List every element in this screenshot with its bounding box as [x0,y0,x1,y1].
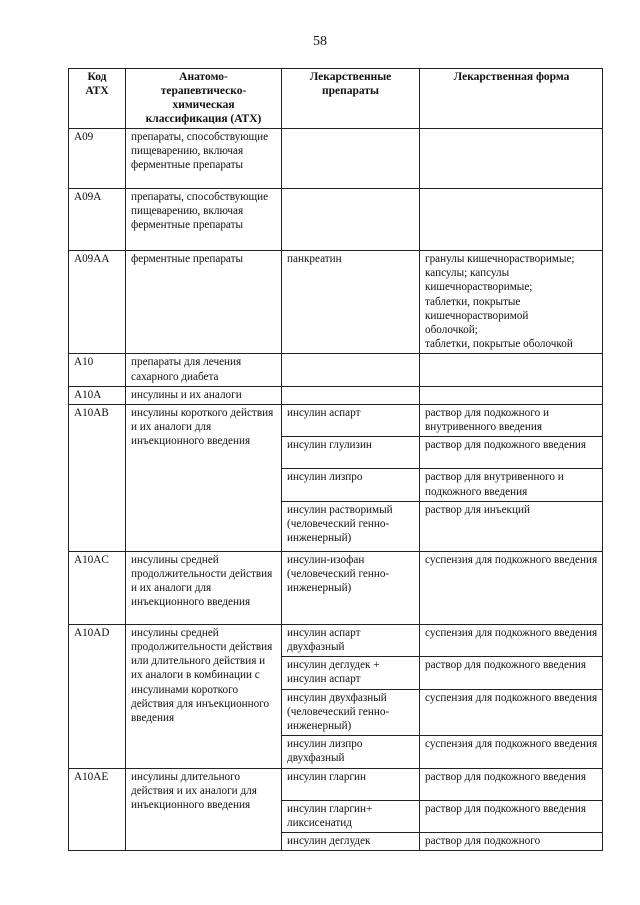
atx-code: A10AC [69,551,126,624]
drug-name: инсулин-изофан (человеческий генно-инженерный) [282,551,420,624]
atx-classification: препараты для лечения сахарного диабета [126,354,282,386]
drug-name: инсулин аспарт [282,405,420,437]
form-line: таблетки, покрытые [425,295,521,308]
drug-name: инсулин двухфазный (человеческий генно-инженерный) [282,689,420,736]
dosage-form: раствор для подкожного введения [420,768,603,800]
dosage-form: суспензия для подкожного введения [420,624,603,656]
header-row [69,69,603,129]
drug-name: инсулин гларгин [282,768,420,800]
atx-code: A10A [69,386,126,404]
table-row [69,768,603,800]
header-code: Код АТХ [69,69,126,129]
atx-code: A10 [69,354,126,386]
drug-name: инсулин деглудек [282,833,420,851]
table-row [69,405,603,437]
dosage-form: раствор для подкожного введения [420,437,603,469]
drug-name [282,189,420,251]
dosage-form [420,129,603,189]
form-line: гранулы кишечнорастворимые; [425,253,575,265]
form-line: капсулы; капсулы [425,267,510,280]
drug-name: инсулин лизпро [282,469,420,501]
drug-name [282,129,420,189]
atx-classification: инсулины короткого действия и их аналоги для инъекционного введения [126,405,282,552]
atx-classification: инсулины средней продолжительности действия и их аналоги для инъекционного введения [126,551,282,624]
drug-name: инсулин глулизин [282,437,420,469]
table-row [69,551,603,624]
form-line: оболочкой; [425,324,478,337]
dosage-form [420,354,603,386]
drug-name: панкреатин [282,251,420,354]
atx-code: A10AB [69,405,126,552]
drug-name: инсулин гларгин+ ликсисенатид [282,800,420,832]
form-line: кишечнорастворимой [425,309,529,322]
atx-table [68,68,603,851]
form-line: таблетки, покрытые оболочкой [425,338,573,351]
atx-code: A10AD [69,624,126,768]
dosage-form: суспензия для подкожного введения [420,736,603,768]
dosage-form: суспензия для подкожного введения [420,689,603,736]
atx-code: A09AA [69,251,126,354]
drug-name: инсулин деглудек + инсулин аспарт [282,657,420,689]
table-row [69,386,603,404]
atx-classification: инсулины длительного действия и их аналоги для инъекционного введения [126,768,282,851]
atx-code: A10AE [69,768,126,851]
dosage-form: раствор для инъекций [420,501,603,551]
drug-name: инсулин лизпро двухфазный [282,736,420,768]
drug-name [282,354,420,386]
drug-name [282,386,420,404]
atx-classification: инсулины средней продолжительности действия или длительного действия и их аналоги в комбинации с инсулинами короткого действия для инъекционного введения [126,624,282,768]
dosage-form: раствор для подкожного и внутривенного введения [420,405,603,437]
table-row [69,251,603,354]
dosage-form: раствор для подкожного введения [420,657,603,689]
drug-name: инсулин растворимый (человеческий генно-инженерный) [282,501,420,551]
atx-code: A09 [69,129,126,189]
dosage-form: раствор для подкожного введения [420,800,603,832]
table-row [69,189,603,251]
dosage-form: раствор для подкожного [420,833,603,851]
atx-classification: инсулины и их аналоги [126,386,282,404]
atx-code: A09A [69,189,126,251]
form-line: кишечнорастворимые; [425,281,533,294]
header-classification: Анатомо-терапевтическо-химическая классификация (АТХ) [126,69,282,129]
atx-classification: препараты, способствующие пищеварению, включая ферментные препараты [126,129,282,189]
dosage-form: суспензия для подкожного введения [420,551,603,624]
dosage-form [420,386,603,404]
page-number: 58 [313,34,327,49]
dosage-form [420,189,603,251]
table-row [69,129,603,189]
table-row [69,354,603,386]
dosage-form: раствор для внутривенного и подкожного введения [420,469,603,501]
drug-name: инсулин аспарт двухфазный [282,624,420,656]
atx-classification: препараты, способствующие пищеварению, включая ферментные препараты [126,189,282,251]
header-drugs: Лекарственные препараты [282,69,420,129]
atx-classification: ферментные препараты [126,251,282,354]
dosage-form [420,251,603,354]
table-row [69,624,603,656]
header-form: Лекарственная форма [420,69,603,129]
